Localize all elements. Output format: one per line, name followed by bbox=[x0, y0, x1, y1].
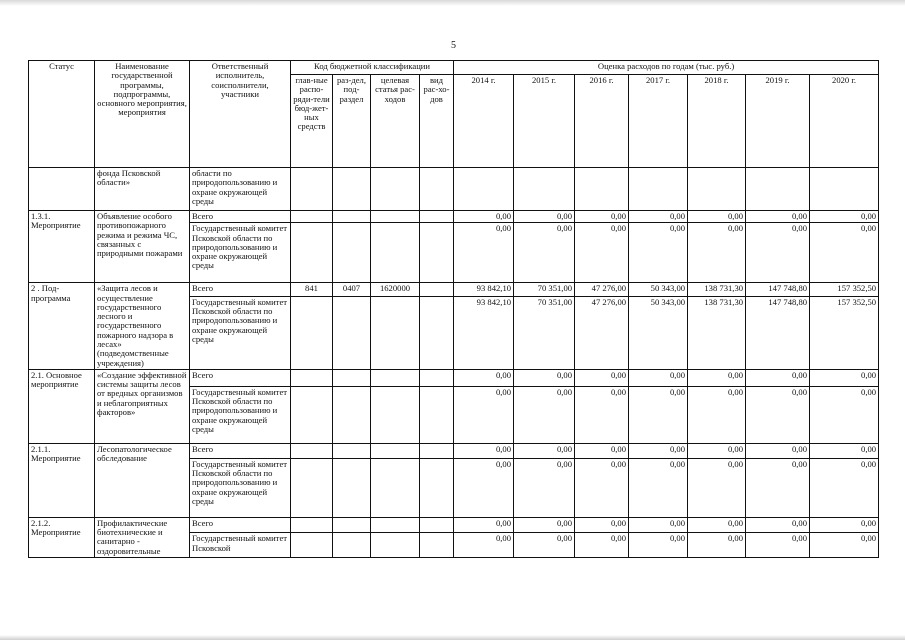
value-cell: 0,00 bbox=[454, 458, 514, 517]
value-cell: 0,00 bbox=[810, 369, 879, 386]
value-cell: 0,00 bbox=[629, 369, 688, 386]
csr-cell bbox=[371, 517, 420, 532]
responsible-cell: Всего bbox=[190, 369, 291, 386]
grbs-cell bbox=[291, 296, 333, 369]
vr-cell bbox=[420, 283, 454, 296]
csr-cell bbox=[371, 533, 420, 558]
vr-cell bbox=[420, 458, 454, 517]
csr-cell bbox=[371, 443, 420, 458]
value-cell: 93 842,10 bbox=[454, 283, 514, 296]
table-row bbox=[29, 211, 879, 223]
header-vr: вид рас-хо-дов bbox=[420, 75, 454, 168]
value-cell: 0,00 bbox=[629, 443, 688, 458]
value-cell: 0,00 bbox=[810, 223, 879, 283]
rzpr-cell bbox=[333, 296, 371, 369]
rzpr-cell bbox=[333, 517, 371, 532]
value-cell: 0,00 bbox=[746, 223, 810, 283]
value-cell: 0,00 bbox=[688, 211, 746, 223]
header-status: Статус bbox=[29, 61, 95, 168]
header-year: 2018 г. bbox=[688, 75, 746, 168]
value-cell: 0,00 bbox=[575, 386, 629, 443]
value-cell: 0,00 bbox=[514, 369, 575, 386]
grbs-cell bbox=[291, 517, 333, 532]
value-cell: 0,00 bbox=[629, 386, 688, 443]
value-cell: 0,00 bbox=[688, 533, 746, 558]
responsible-cell: Всего bbox=[190, 211, 291, 223]
header-year: 2014 г. bbox=[454, 75, 514, 168]
responsible-cell: Государственный комитет Псковской области по природопользованию и охране окружающей среды bbox=[190, 223, 291, 283]
status-cell: 2 . Под-программа bbox=[29, 283, 95, 370]
status-cell: 1.3.1. Мероприятие bbox=[29, 211, 95, 283]
value-cell: 0,00 bbox=[688, 223, 746, 283]
rzpr-cell bbox=[333, 533, 371, 558]
vr-cell bbox=[420, 296, 454, 369]
value-cell: 70 351,00 bbox=[514, 283, 575, 296]
table-row bbox=[29, 517, 879, 532]
vr-cell bbox=[420, 533, 454, 558]
value-cell: 50 343,00 bbox=[629, 296, 688, 369]
value-cell: 0,00 bbox=[454, 369, 514, 386]
value-cell: 0,00 bbox=[454, 533, 514, 558]
value-cell: 0,00 bbox=[575, 223, 629, 283]
value-cell: 0,00 bbox=[454, 443, 514, 458]
grbs-cell bbox=[291, 369, 333, 386]
grbs-cell: 841 bbox=[291, 283, 333, 296]
value-cell: 0,00 bbox=[629, 517, 688, 532]
header-name: Наименование государственной программы, подпрограммы, основного мероприятия, мероприятия bbox=[95, 61, 190, 168]
page-number: 5 bbox=[451, 40, 456, 51]
header-csr: целевая статья рас-ходов bbox=[371, 75, 420, 168]
vr-cell bbox=[420, 386, 454, 443]
csr-cell bbox=[371, 223, 420, 283]
value-cell: 0,00 bbox=[629, 458, 688, 517]
value-cell: 0,00 bbox=[575, 517, 629, 532]
value-cell: 0,00 bbox=[575, 369, 629, 386]
responsible-cell: Всего bbox=[190, 443, 291, 458]
status-cell: 2.1.2. Мероприятие bbox=[29, 517, 95, 557]
csr-cell bbox=[371, 296, 420, 369]
value-cell: 157 352,50 bbox=[810, 283, 879, 296]
value-cell: 0,00 bbox=[810, 386, 879, 443]
grbs-cell bbox=[291, 533, 333, 558]
vr-cell bbox=[420, 211, 454, 223]
value-cell: 0,00 bbox=[746, 443, 810, 458]
value-cell: 0,00 bbox=[514, 458, 575, 517]
grbs-cell bbox=[291, 386, 333, 443]
value-cell: 0,00 bbox=[514, 533, 575, 558]
csr-cell bbox=[371, 458, 420, 517]
value-cell: 0,00 bbox=[810, 533, 879, 558]
value-cell: 0,00 bbox=[454, 517, 514, 532]
name-cell: «Создание эффективной системы защиты лесов от вредных организмов и неблагоприятных факторов» bbox=[95, 369, 190, 443]
value-cell: 0,00 bbox=[746, 458, 810, 517]
grbs-cell bbox=[291, 458, 333, 517]
rzpr-cell bbox=[333, 386, 371, 443]
rzpr-cell: 0407 bbox=[333, 283, 371, 296]
scan-edge-top bbox=[0, 0, 905, 6]
rzpr-cell bbox=[333, 458, 371, 517]
value-cell: 138 731,30 bbox=[688, 283, 746, 296]
value-cell: 0,00 bbox=[746, 533, 810, 558]
value-cell: 0,00 bbox=[575, 443, 629, 458]
value-cell: 93 842,10 bbox=[454, 296, 514, 369]
value-cell: 0,00 bbox=[688, 458, 746, 517]
value-cell: 0,00 bbox=[746, 517, 810, 532]
header-estimate: Оценка расходов по годам (тыс. руб.) bbox=[454, 61, 879, 75]
responsible-cell: Государственный комитет Псковской области по природопользованию и охране окружающей среды bbox=[190, 458, 291, 517]
responsible-cell: Государственный комитет Псковской области по природопользованию и охране окружающей среды bbox=[190, 296, 291, 369]
grbs-cell bbox=[291, 223, 333, 283]
value-cell: 147 748,80 bbox=[746, 296, 810, 369]
value-cell: 0,00 bbox=[746, 211, 810, 223]
header-budget-code: Код бюджетной классификации bbox=[291, 61, 454, 75]
value-cell: 138 731,30 bbox=[688, 296, 746, 369]
rzpr-cell bbox=[333, 211, 371, 223]
value-cell: 0,00 bbox=[810, 211, 879, 223]
scan-edge-bottom bbox=[0, 635, 905, 640]
responsible-cell: Государственный комитет Псковской bbox=[190, 533, 291, 558]
header-year: 2015 г. bbox=[514, 75, 575, 168]
responsible-cell: области по природопользованию и охране окружающей среды bbox=[190, 168, 291, 211]
value-cell: 0,00 bbox=[514, 211, 575, 223]
value-cell: 47 276,00 bbox=[575, 283, 629, 296]
value-cell: 0,00 bbox=[454, 211, 514, 223]
value-cell: 157 352,50 bbox=[810, 296, 879, 369]
table-row bbox=[29, 369, 879, 386]
value-cell: 47 276,00 bbox=[575, 296, 629, 369]
value-cell: 147 748,80 bbox=[746, 283, 810, 296]
value-cell: 0,00 bbox=[810, 517, 879, 532]
value-cell: 0,00 bbox=[629, 223, 688, 283]
status-cell bbox=[29, 168, 95, 211]
value-cell: 0,00 bbox=[514, 517, 575, 532]
value-cell: 0,00 bbox=[810, 443, 879, 458]
value-cell: 0,00 bbox=[746, 369, 810, 386]
header-responsible: Ответственный исполнитель, соисполнители, участники bbox=[190, 61, 291, 168]
vr-cell bbox=[420, 443, 454, 458]
value-cell: 0,00 bbox=[629, 533, 688, 558]
responsible-cell: Всего bbox=[190, 283, 291, 296]
value-cell: 0,00 bbox=[514, 223, 575, 283]
name-cell: Профилактические биотехнические и санитарно - оздоровительные bbox=[95, 517, 190, 557]
value-cell: 0,00 bbox=[629, 211, 688, 223]
table-row bbox=[29, 443, 879, 458]
value-cell: 50 343,00 bbox=[629, 283, 688, 296]
name-cell: Объявление особого противопожарного режима и режима ЧС, связанных с природными пожарами bbox=[95, 211, 190, 283]
value-cell: 0,00 bbox=[454, 386, 514, 443]
header-grbs: глав-ные распо-ряди-тели бюд-жет-ных средств bbox=[291, 75, 333, 168]
name-cell: «Защита лесов и осуществление государственного лесного и государственного пожарного надзора в лесах» (подведомственные учреждения) bbox=[95, 283, 190, 370]
value-cell: 0,00 bbox=[454, 223, 514, 283]
status-cell: 2.1.1. Мероприятие bbox=[29, 443, 95, 517]
name-cell: Лесопатологическое обследование bbox=[95, 443, 190, 517]
header-year: 2019 г. bbox=[746, 75, 810, 168]
budget-table bbox=[28, 60, 879, 558]
value-cell: 0,00 bbox=[514, 386, 575, 443]
rzpr-cell bbox=[333, 443, 371, 458]
header-rzpr: раз-дел, под-раздел bbox=[333, 75, 371, 168]
status-cell: 2.1. Основное мероприятие bbox=[29, 369, 95, 443]
csr-cell bbox=[371, 211, 420, 223]
value-cell: 0,00 bbox=[575, 458, 629, 517]
value-cell: 0,00 bbox=[688, 386, 746, 443]
csr-cell bbox=[371, 369, 420, 386]
value-cell: 0,00 bbox=[688, 369, 746, 386]
value-cell: 0,00 bbox=[688, 443, 746, 458]
responsible-cell: Государственный комитет Псковской области по природопользованию и охране окружающей среды bbox=[190, 386, 291, 443]
grbs-cell bbox=[291, 211, 333, 223]
value-cell: 0,00 bbox=[575, 211, 629, 223]
responsible-cell: Всего bbox=[190, 517, 291, 532]
table-row bbox=[29, 168, 879, 211]
name-cell: фонда Псковской области» bbox=[95, 168, 190, 211]
value-cell: 0,00 bbox=[575, 533, 629, 558]
value-cell: 70 351,00 bbox=[514, 296, 575, 369]
value-cell: 0,00 bbox=[688, 517, 746, 532]
vr-cell bbox=[420, 223, 454, 283]
vr-cell bbox=[420, 369, 454, 386]
rzpr-cell bbox=[333, 369, 371, 386]
value-cell: 0,00 bbox=[746, 386, 810, 443]
value-cell: 0,00 bbox=[810, 458, 879, 517]
vr-cell bbox=[420, 517, 454, 532]
header-year: 2016 г. bbox=[575, 75, 629, 168]
csr-cell bbox=[371, 386, 420, 443]
grbs-cell bbox=[291, 443, 333, 458]
header-year: 2017 г. bbox=[629, 75, 688, 168]
csr-cell: 1620000 bbox=[371, 283, 420, 296]
table-row bbox=[29, 283, 879, 296]
header-year: 2020 г. bbox=[810, 75, 879, 168]
rzpr-cell bbox=[333, 223, 371, 283]
value-cell: 0,00 bbox=[514, 443, 575, 458]
